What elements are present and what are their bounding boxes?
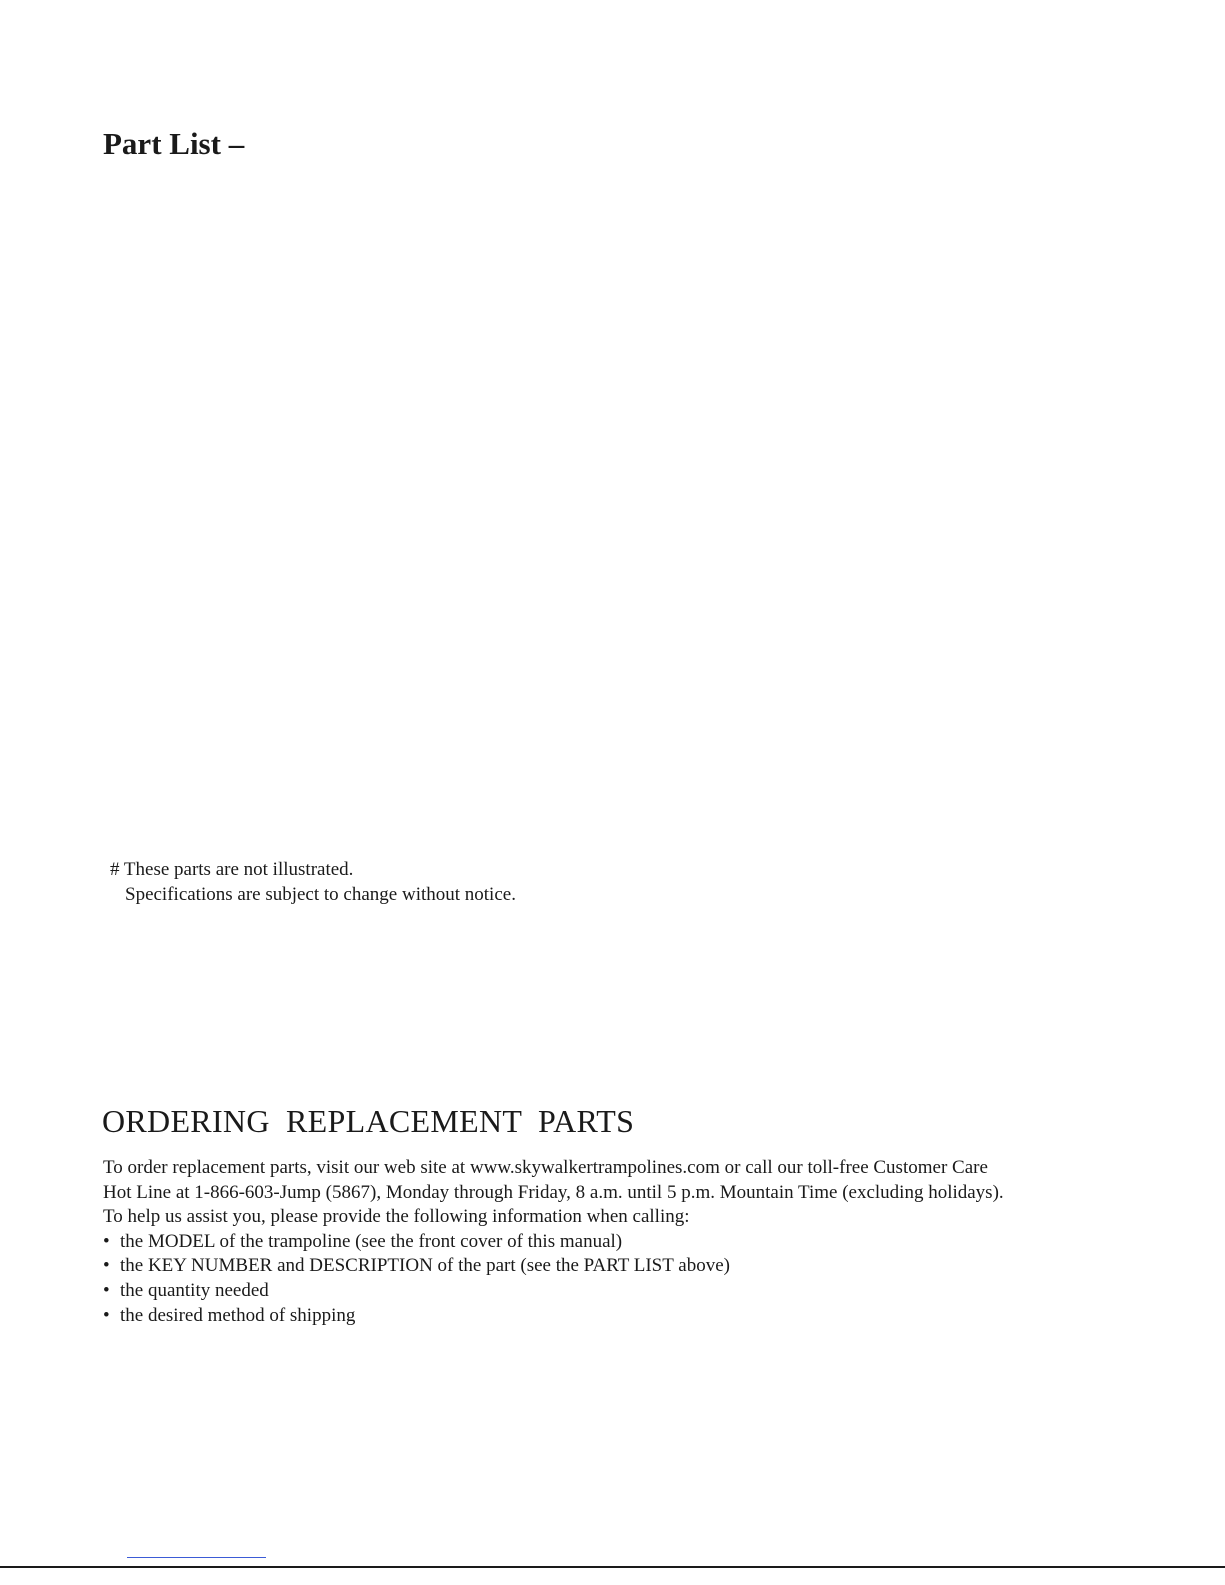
footer-divider xyxy=(0,1566,1225,1568)
list-item xyxy=(103,1304,1004,1329)
list-item-text: the quantity needed xyxy=(120,1279,269,1301)
bullet-icon: • xyxy=(103,1230,110,1252)
bullet-icon: • xyxy=(103,1255,110,1277)
parts-note xyxy=(110,857,516,907)
list-item-text: the desired method of shipping xyxy=(120,1304,356,1326)
footer-link-underline xyxy=(127,1557,266,1558)
list-item xyxy=(103,1254,1004,1279)
ordering-paragraph-line: To help us assist you, please provide the following information when calling: xyxy=(103,1206,690,1228)
ordering-replacement-parts-heading: ORDERING REPLACEMENT PARTS xyxy=(102,1103,635,1139)
parts-not-illustrated-note: # These parts are not illustrated. xyxy=(110,859,354,880)
list-item xyxy=(103,1230,1004,1255)
ordering-paragraph-line: Hot Line at 1-866-603-Jump (5867), Monday through Friday, 8 a.m. until 5 p.m. Mountain Time (excluding holidays). xyxy=(103,1181,1004,1203)
bullet-icon: • xyxy=(103,1304,110,1326)
ordering-info-list xyxy=(103,1230,1004,1328)
list-item-text: the MODEL of the trampoline (see the front cover of this manual) xyxy=(120,1230,623,1252)
list-item-text: the KEY NUMBER and DESCRIPTION of the part (see the PART LIST above) xyxy=(120,1255,730,1277)
bullet-icon: • xyxy=(103,1279,110,1301)
list-item xyxy=(103,1279,1004,1304)
ordering-instructions xyxy=(103,1156,1004,1328)
ordering-paragraph-line: To order replacement parts, visit our web site at www.skywalkertrampolines.com or call our toll-free Customer Care xyxy=(103,1157,988,1178)
part-list-title: Part List – xyxy=(103,126,245,161)
specifications-note: Specifications are subject to change without notice. xyxy=(125,884,516,905)
